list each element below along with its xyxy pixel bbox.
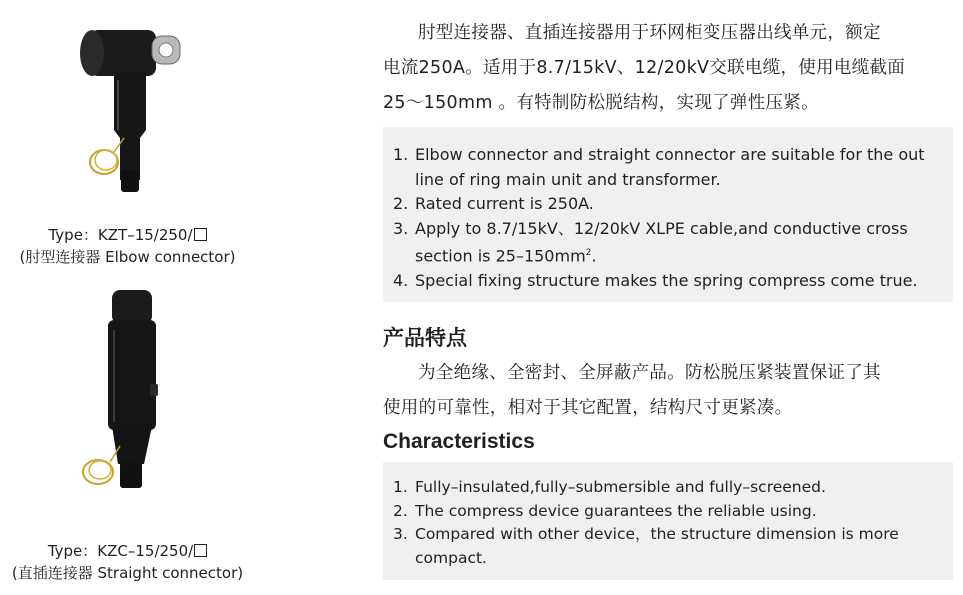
intro-english-panel [383,127,953,302]
features-heading: 产品特点 [383,326,467,350]
placeholder-box-icon [194,228,207,241]
features-cn-line-2: 使用的可靠性，相对于其它配置，结构尺寸更紧凑。 [383,398,793,418]
intro-cn-line-1: 肘型连接器、直插连接器用于环网柜变压器出线单元，额定 [418,23,881,43]
product-images-column [0,0,260,595]
elbow-name-label: (肘型连接器 Elbow connector) [19,248,236,266]
straight-connector-icon [58,286,198,498]
list-item: 1. Fully–insulated,fully–submersible and fully–screened. [393,478,826,496]
list-item: 3. Compared with other device，the structure dimension is more compact. [393,525,899,567]
list-item: 1. Elbow connector and straight connector are suitable for the out line of ring main unit and transformer. [393,145,925,189]
placeholder-box-icon [194,544,207,557]
elbow-connector-photo [48,20,208,198]
list-item: 2. The compress device guarantees the reliable using. [393,501,817,520]
intro-english-list [383,127,953,293]
list-item: 4. Special fixing structure makes the spring compress come true. [393,270,918,290]
straight-connector-photo [58,286,198,498]
elbow-type-label: Type：KZT–15/250/ [48,226,193,244]
characteristics-heading: Characteristics [383,430,535,453]
characteristics-panel [383,462,953,580]
list-item: 3. Apply to 8.7/15kV、12/20kV XLPE cable,and conductive cross section is $25-150mm^2$. [393,218,908,266]
intro-cn-line-3: 25～150mm 。有特制防松脱结构，实现了弹性压紧。 [383,93,819,113]
features-chinese-paragraph [383,356,948,426]
characteristics-list [383,462,953,570]
elbow-connector-caption [0,224,255,268]
elbow-connector-icon [48,20,208,198]
list-item: 2. Rated current is 250A. [393,194,594,213]
straight-type-label: Type：KZC–15/250/ [47,542,194,560]
straight-connector-caption [0,540,255,584]
features-cn-line-1: 为全绝缘、全密封、全屏蔽产品。防松脱压紧装置保证了其 [418,363,881,383]
intro-cn-line-2: 电流250A。适用于8.7/15kV、12/20kV交联电缆，使用电缆截面 [383,58,906,78]
straight-name-label: (直插连接器 Straight connector) [11,564,244,582]
intro-chinese-paragraph [383,16,948,121]
